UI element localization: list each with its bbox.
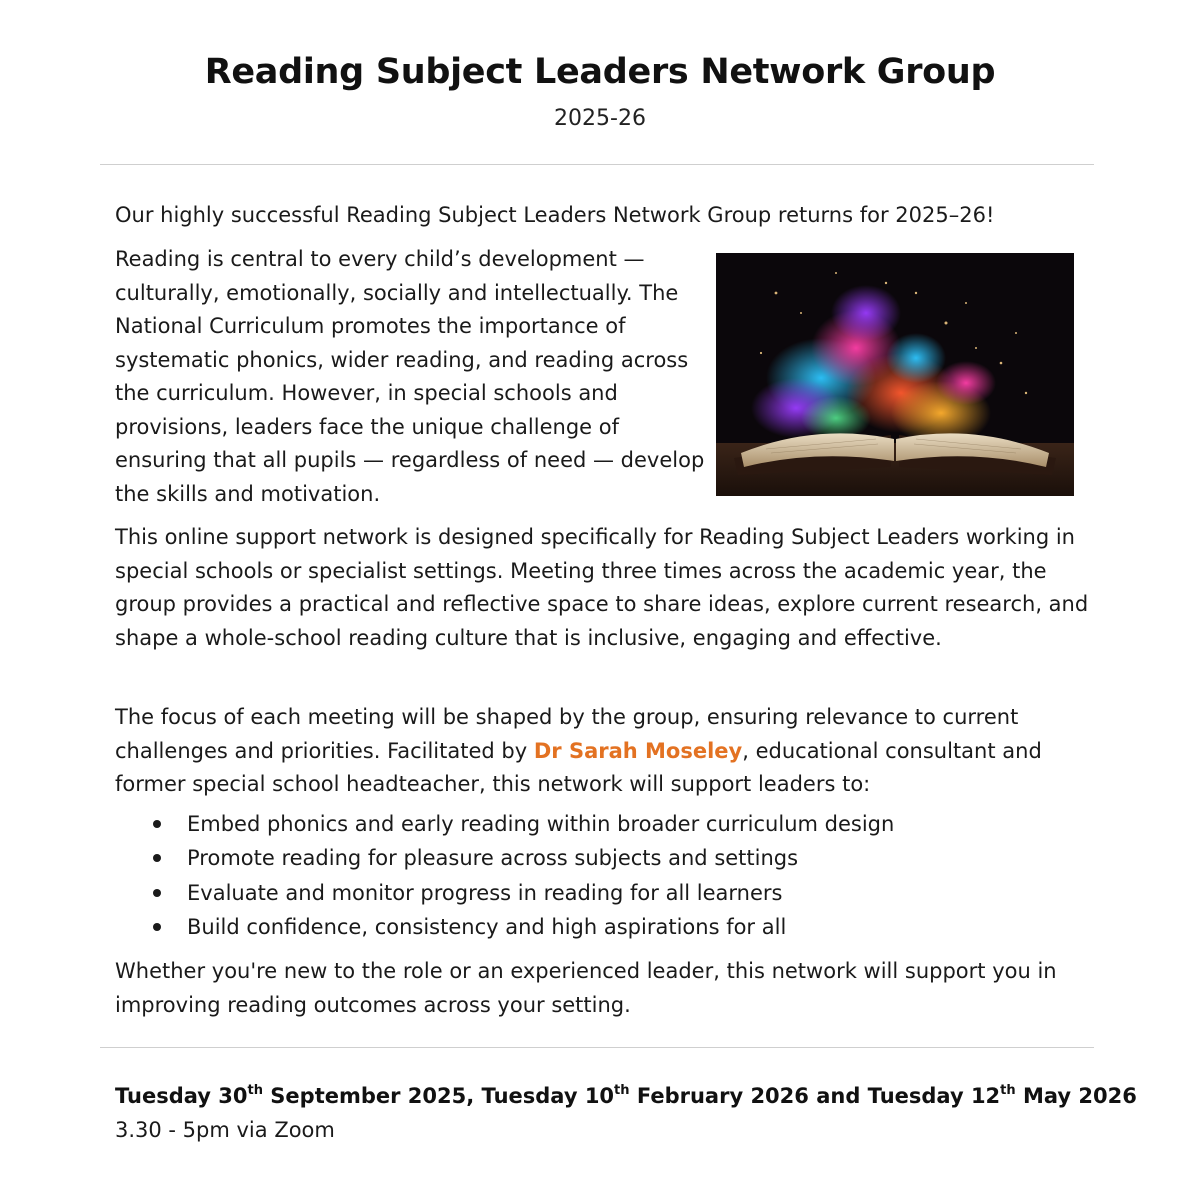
- list-item: [115, 841, 1105, 875]
- date-3-suffix: th: [1000, 1083, 1016, 1098]
- bullet-icon: [153, 854, 161, 862]
- bottom-divider: [100, 1047, 1094, 1048]
- list-item-text: Promote reading for pleasure across subjects and settings: [187, 846, 799, 871]
- list-item-text: Evaluate and monitor progress in reading for all learners: [187, 880, 783, 905]
- date-3-rest: May 2026: [1015, 1084, 1137, 1108]
- list-item: [115, 876, 1105, 910]
- paragraph-online-network: This online support network is designed specifically for Reading Subject Leaders working in special schools or specialist settings. Meeting three times across the academic year, the group provides a practical and reflective space to share ideas, explore current research, and shape a whole-school reading culture that is inclusive, engaging and effective.: [115, 525, 1089, 650]
- bullet-icon: [153, 923, 161, 931]
- paragraph-focus: [115, 701, 1105, 802]
- date-1-rest: September 2025,: [262, 1084, 482, 1108]
- intro-paragraph: Our highly successful Reading Subject Leaders Network Group returns for 2025–26!: [115, 203, 995, 227]
- top-divider: [100, 164, 1094, 165]
- focus-text-before: The focus of each meeting will be shaped by the group, ensuring relevance to current challenges and priorities. Facilitated by: [115, 705, 1019, 763]
- bullet-icon: [153, 889, 161, 897]
- meeting-time: 3.30 - 5pm via Zoom: [115, 1118, 335, 1142]
- book-illustration: [716, 253, 1074, 496]
- bullet-icon: [153, 820, 161, 828]
- focus-text-after: , educational consultant and former special school headteacher, this network will support leaders to:: [115, 738, 1042, 796]
- list-item-text: Build confidence, consistency and high aspirations for all: [187, 914, 787, 939]
- list-item: [115, 807, 1105, 841]
- year-subtitle: 2025-26: [554, 106, 646, 131]
- support-goals-list: [115, 807, 1105, 944]
- paragraph-closing: Whether you're new to the role or an experienced leader, this network will support you in improving reading outcomes across your setting.: [115, 959, 1057, 1017]
- facilitator-name: Dr Sarah Moseley: [533, 738, 743, 763]
- date-1-suffix: th: [247, 1083, 263, 1098]
- list-item: [115, 910, 1105, 944]
- date-2-rest: February 2026 and: [629, 1084, 868, 1108]
- date-3: Tuesday 12: [867, 1084, 1001, 1108]
- page-title: Reading Subject Leaders Network Group: [204, 52, 996, 92]
- date-2-suffix: th: [614, 1083, 630, 1098]
- meeting-dates: [115, 1079, 1137, 1113]
- list-item-text: Embed phonics and early reading within broader curriculum design: [187, 812, 895, 836]
- date-1: Tuesday 30: [115, 1084, 248, 1108]
- paragraph-reading-central: Reading is central to every child’s development — culturally, emotionally, socially and intellectually. The National Curriculum promotes the importance of systematic phonics, wider reading, and reading across the curriculum. However, in special schools and provisions, leaders face the unique challenge of ensuring that all pupils — regardless of need — develop the skills and motivation.: [115, 247, 705, 506]
- date-2: Tuesday 10: [481, 1084, 615, 1108]
